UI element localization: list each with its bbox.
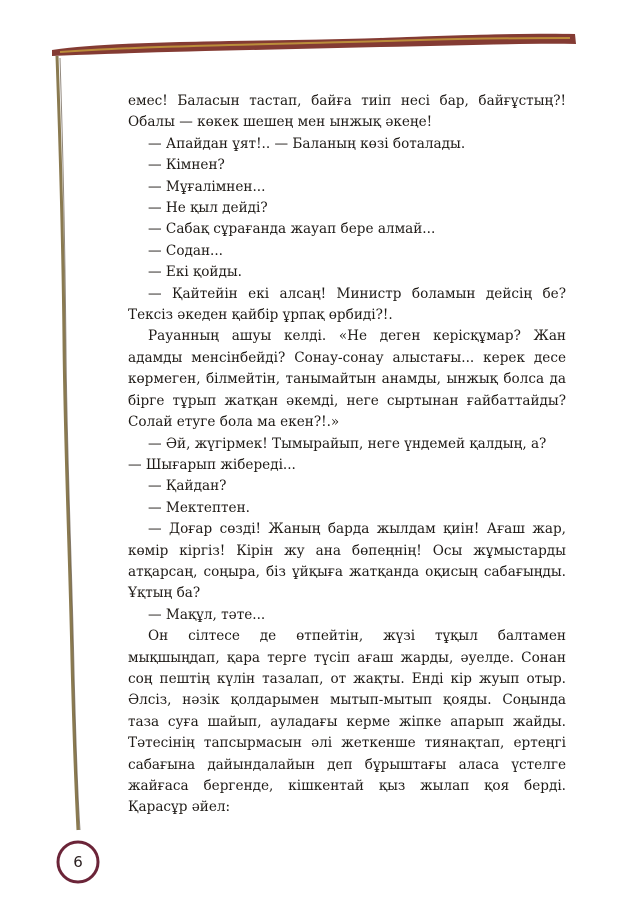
paragraph: — Мақұл, тәте... [148, 606, 266, 623]
paragraph: — Сабақ сұрағанда жауап бере алмай... [148, 221, 436, 238]
page-number: 6 [73, 853, 83, 871]
paragraph: — Екі қойды. [148, 264, 242, 281]
top-brush-ribbon [52, 34, 576, 56]
paragraph: — Мұғалімнен... [148, 178, 266, 195]
paragraph: Он сілтесе де өтпейтін, жүзі тұқыл балтамен мықшыңдап, қара терге түсіп ағаш жарды, әуелде. Сонан соң пештің күлін тазалап, от жақты. Енді кір жуып отыр. Әлсіз, нәзік қолдарымен мытып-мытып қояды. Соңында таза суға шайып, ауладағы керме жіпке апарып жайды. Тәтесінің тапсырмасын әлі жеткенше тиянақтап, ертеңгі сабағына дайындалайын деп бұрыштағы аласа үстелге жайғаса бергенде, кішкентай қыз жылап қоя берді. Қарасұр әйел: [128, 628, 566, 816]
paragraph: емес! Баласын тастап, байға тиіп несі бар, байғұстың?! Обалы — көкек шешең мен ынжық әкеңе! [128, 93, 566, 131]
paragraph: — Әй, жүгірмек! Тымырайып, неге үндемей қалдың, а? [148, 435, 547, 452]
paragraph: — Қайтейін екі алсаң! Министр боламын дейсің бе? Тексіз әкеден қайбір ұрпақ өрбиді?!. [128, 285, 566, 324]
paragraph: Рауанның ашуы келді. «Не деген керісқұмар? Жан адамды менсінбейді? Сонау-сонау алыстағы... керек десе көрмеген, білмейтін, танымайтын анамды, ынжық болса да бірге тұрып жатқан әкемді, неге сыртынан ғайбаттайды? Солай етуге бола ма екен?!.» [128, 328, 566, 431]
paragraph: — Доғар сөзді! Жаның барда жылдам қиін! Ағаш жар, көмір кіргіз! Кірін жу ана бөпеңнің! Осы жұмыстарды атқарсаң, соңыра, біз ұйқыға жатқанда оқисың сабағыңды. Ұқтың ба? [128, 521, 566, 602]
paragraph: — Шығарып жібереді... [128, 456, 296, 473]
paragraph: — Мектептен. [148, 499, 250, 516]
paragraph: — Кімнен? [148, 157, 225, 174]
left-frame-line-shadow [60, 58, 80, 830]
paragraph: — Апайдан ұят!.. — Баланың көзі боталады. [148, 135, 466, 152]
paragraph: — Қайдан? [148, 478, 227, 495]
body-text [128, 91, 566, 819]
paragraph: — Содан... [148, 242, 223, 259]
paragraph: — Не қыл дейді? [148, 200, 268, 217]
